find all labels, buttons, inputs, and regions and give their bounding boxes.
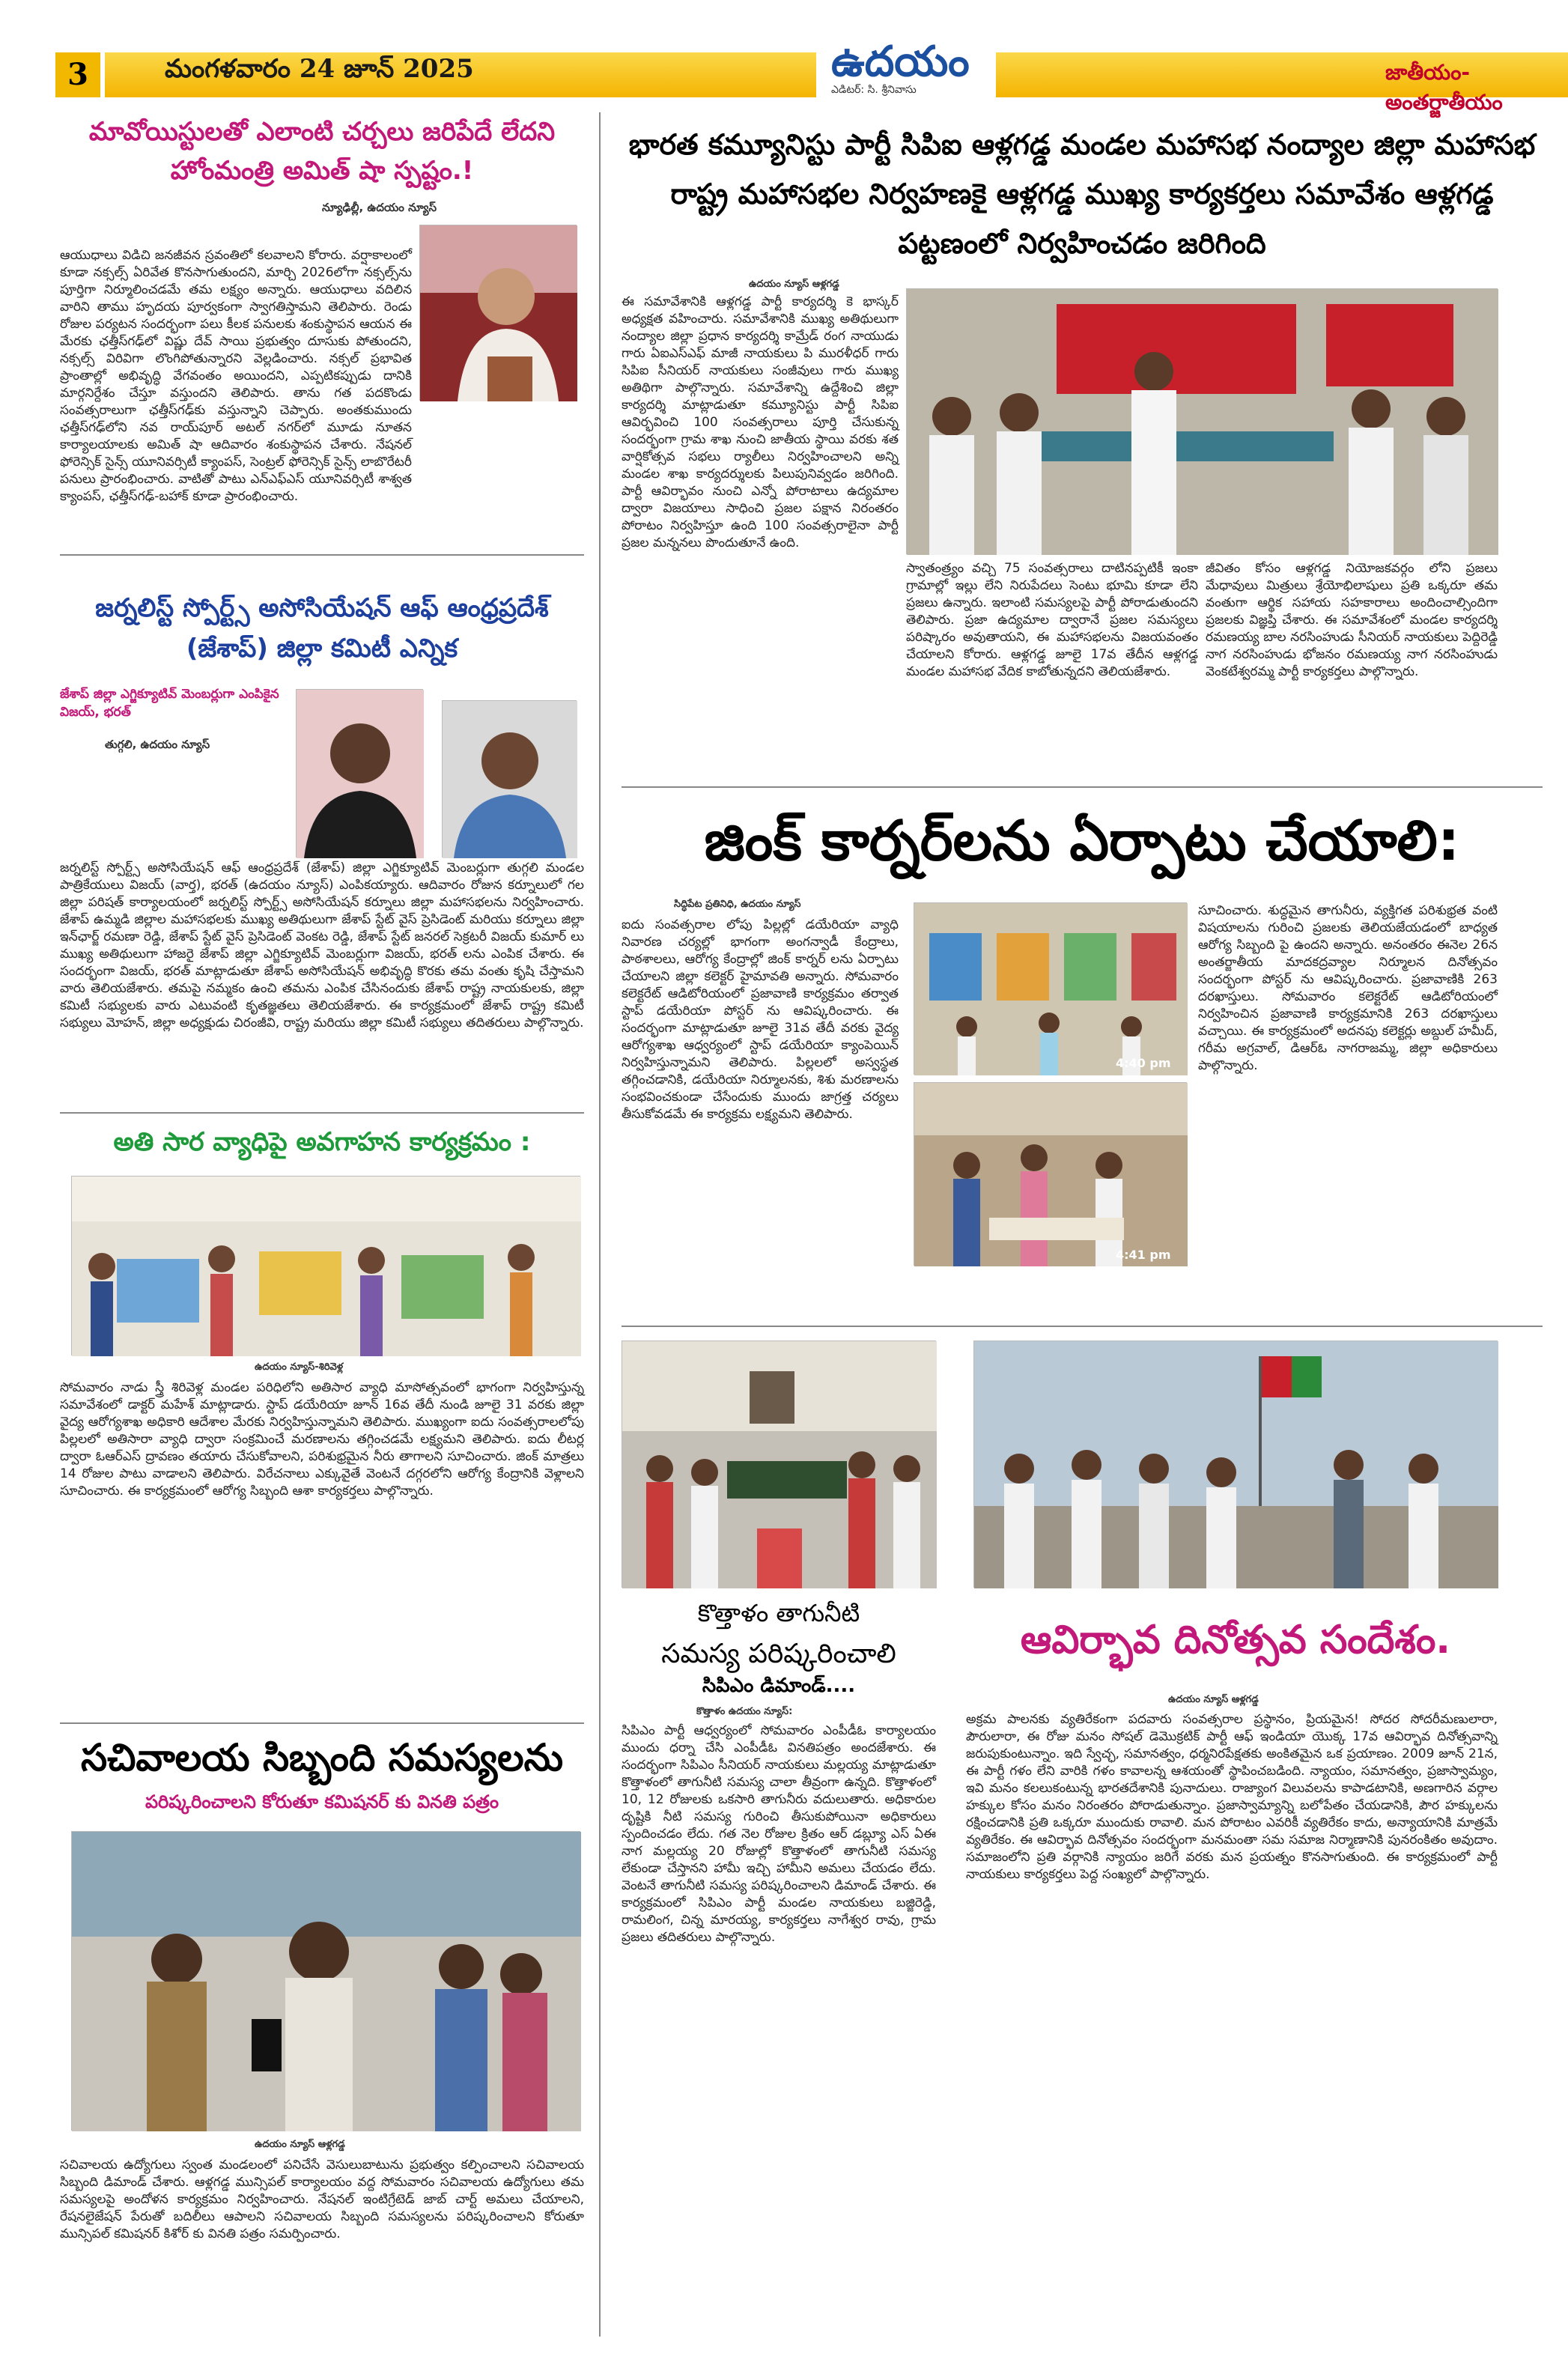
sachivalaya-byline: ఉదయం న్యూస్ ఆళ్లగడ్డ (255, 2139, 345, 2150)
kothalam-photo-image (622, 1341, 937, 1588)
zinc-byline: సిద్ధిపేట ప్రతినిధి, ఉదయం న్యూస్ (674, 899, 801, 910)
newspaper-logo[interactable] (831, 39, 988, 105)
jsap-subhead: జేశాప్ జిల్లా ఎగ్జిక్యూటివ్ మెంబర్లుగా ఎంపికైన విజయ్, భరత్ (60, 687, 279, 720)
avirbhava-photo (973, 1341, 1498, 1588)
jsap-body: జర్నలిస్ట్ స్పోర్ట్స్ అసోసియేషన్ ఆఫ్ ఆంధ్రప్రదేశ్ (జేశాప్) జిల్లా ఎగ్జిక్యూటివ్ మెంబర్లుగా తుగ్గలి మండల పాత్రికేయులు విజయ్ (వార్త), భరత్ (ఉదయం న్యూస్) ఎంపికయ్యారు. ఆదివారం రోజున కర్నూలులో గల జిల్లా పరిషత్ కార్యాలయంలో జర్నలిస్ట్ స్పోర్ట్స్ అసోసియేషన్ కర్నూలు జిల్లా మహాసభలను నిర్వహించారు. జేశాప్ ఉమ్మడి జిల్లాల మహాసభలకు ముఖ్య అతిథులుగా జేశాప్ స్టేట్ వైస్ ప్రెసిడెంట్ మరియు కర్నూలు జిల్లా ఇన్‌ఛార్జ్ రమణా రెడ్డి, జేశాప్ స్టేట్ వైస్ ప్రెసిడెంట్ వెంకట రెడ్డి, జేశాప్ స్టేట్ జనరల్ సెక్రటరీ విజయ్ కుమార్ లు ముఖ్య అతిథులుగా హాజరై జేశాప్ జిల్లా ఎగ్జిక్యూటివ్ మెంబర్లుగా విజయ్, భరత్ లను ఎంపిక చేశారు. ఈ సందర్భంగా విజయ్, భరత్ మాట్లాడుతూ జేశాప్ అసోసియేషన్ అభివృద్ధి కొరకు తమ వంతు కృషి చేస్తామని వారు తెలియజేశారు. తమపై నమ్మకం ఉంచి తమను ఎంపిక చేసినందుకు జేశాప్ రాష్ట్ర నాయకులకు, జిల్లా కమిటీ సభ్యులకు వారు ఎటువంటి కృతజ్ఞతలు తెలియజేశారు. ఈ కార్యక్రమంలో జేశాప్ రాష్ట్ర కమిటీ సభ్యులు మోహన్, జిల్లా అధ్యక్షుడు చిరంజీవి, రాష్ట్ర మరియు జిల్లా కమిటీ సభ్యులు తదితరులు పాల్గొన్నారు. (60, 860, 584, 1030)
jsap-headline: జర్నలిస్ట్ స్పోర్ట్స్ అసోసియేషన్ ఆఫ్ ఆంధ్రప్రదేశ్ (జేశాప్) జిల్లా కమిటీ ఎన్నిక (95, 593, 549, 664)
sachivalaya-photo (71, 1831, 580, 2131)
cpi-byline: ఉదయం న్యూస్ ఆళ్లగడ్డ (749, 279, 839, 290)
amit-headline: మావోయిస్టులతో ఎలాంటి చర్చలు జరిపేదే లేదని హోంమంత్రి అమిత్ షా స్పష్టం.! (88, 117, 556, 186)
zinc-photo-top-image (914, 903, 1188, 1075)
awareness-program-photo (71, 1176, 580, 1355)
cpi-body-3: జీవితం కోసం ఆళ్లగడ్డ నియోజకవర్గం లోని ప్రజలు మేధావులు మిత్రులు శ్రేయోభిలాషులు ప్రతి ఒక్కరూ తమ వంతుగా ఆర్థిక సహాయ సహకారాలు అందించాల్సిందిగా ప్రజలకు విజ్ఞప్తి చేశారు. ఈ సమావేశంలో మండల కార్యదర్శి రమణయ్య బాల నరసింహుడు సీనియర్ నాయకులు పెద్దిరెడ్డి నాగ నరసింహుడు భోజనం రమణయ్య నాగ నరసింహుడు వెంకటేశ్వరమ్మ పార్టీ కార్యకర్తలు పాల్గొన్నారు. (1206, 561, 1498, 679)
kothalam-photo (622, 1341, 936, 1588)
sachivalaya-headline: సచివాలయ సిబ్బంది సమస్యలను (80, 1736, 563, 1779)
zinc-body-2: సూచించారు. శుద్ధమైన తాగునీరు, వ్యక్తిగత పరిశుభ్రత వంటి విషయాలను గురించి ప్రజలకు తెలియజేయడంలో బాధ్యత ఆరోగ్య సిబ్బంది పై ఉందని అన్నారు. అనంతరం ఈనెల 26న అంతర్జాతీయ మాదకద్రవ్యాల నిర్మూలన దినోత్సవం సందర్భంగా పోస్టర్ ను ఆవిష్కరించారు. ప్రజావాణికి 263 దరఖాస్తులు. సోమవారం కలెక్టరేట్ ఆడిటోరియంలో నిర్వహించిన ప్రజావాణి కార్యక్రమానికి 263 దరఖాస్తులు వచ్చాయి. ఈ కార్యక్రమంలో అదనపు కలెక్టర్లు అబ్దుల్ హమీద్, గరీమ అగ్రవాల్, డిఆర్ఓ నాగరాజమ్మ, జిల్లా అధికారులు పాల్గొన్నారు. (1198, 903, 1498, 1073)
sachivalaya-subhead: పరిష్కరించాలని కోరుతూ కమిషనర్ కు వినతి పత్రం (145, 1791, 499, 1812)
kothalam-headline-3: సిపిఎం డిమాండ్.... (702, 1675, 856, 1697)
zinc-photo-top (914, 902, 1187, 1075)
divider (622, 1326, 1543, 1327)
vijay-photo (296, 689, 423, 857)
diarrhea-byline: ఉదయం న్యూస్-శిరివెళ్ల (255, 1361, 344, 1373)
bharath-photo (442, 700, 577, 857)
jsap-byline: తుగ్గలి, ఉదయం న్యూస్ (105, 738, 210, 751)
sachivalaya-body: సచివాలయ ఉద్యోగులు స్వంత మండలంలో పనిచేసే వెసులుబాటును ప్రభుత్వం కల్పించాలని సచివాలయ సిబ్బంది డిమాండ్ చేశారు. ఆళ్లగడ్డ మున్సిపల్ కార్యాలయం వద్ద సోమవారం సచివాలయ ఉద్యోగులు తమ సమస్యలపై అందోళన కార్యక్రమం నిర్వహించారు. నేషనల్ ఇంటిగ్రేటెడ్ జాబ్ చార్ట్ అమలు చేయాలని, రేషనలైజేషన్ పేరుతో బదిలీలు ఆపాలని సచివాలయ సిబ్బంది సమస్యలను పరిష్కరించాలని కోరుతూ మున్సిపల్ కమిషనర్ కిశోర్ కు వినతి పత్రం సమర్పించారు. (60, 2158, 584, 2241)
section-title: జాతీయం-అంతర్జాతీయం (1385, 60, 1503, 115)
logo-tagline: ఎడిటర్: సి. శ్రీనివాసు (831, 84, 917, 96)
photo-timestamp-2: 4:41 pm (1116, 1248, 1171, 1262)
amit-body: ఆయుధాలు విడిచి జనజీవన స్రవంతిలో కలవాలని కోరారు. వర్షాకాలంలో కూడా నక్సల్స్ ఏరివేత కొనసాగుతుందని, మార్చి 2026లోగా నక్సల్స్‌ను పూర్తిగా నిర్మూలించడమే తమ లక్ష్యం అన్నారు. ఆయుధాలు వదిలిన వారిని తాము హృదయ పూర్వకంగా స్వాగతిస్తామని తెలిపారు. రెండు రోజుల పర్యటన సందర్భంగా పలు కీలక పనులకు శంకుస్థాపన ఆయన ఈ మేరకు ఛత్తీస్‌గఢ్‌లో విష్ణు దేవ్ సాయి ప్రభుత్వం దూసుకు పోతుందని, నక్సల్స్ విరివిగా లొంగిపోతున్నారని వెల్లడించారు. నక్సల్ ప్రభావిత ప్రాంతాల్లో అభివృద్ధి వేగవంతం అయిందని, ఎప్పటికప్పుడు దానికి మార్గనిర్దేశం చేస్తూ వస్తుందని తెలిపారు. తాను గత పదకొండు సంవత్సరాలుగా ఛత్తీస్‌గఢ్‌కు వస్తున్నాని చెప్పారు. అంతకుముందు ఛత్తీస్‌గఢ్‌లోని నవ రాయ్‌పూర్ అటల్ నగర్‌లో మూడు నూతన కార్యాలయాలకు అమిత్ షా ఆదివారం శంకుస్థాపన చేశారు. నేషనల్ ఫోరెన్సిక్ సైన్స్ యూనివర్సిటీ క్యాంపస్, సెంట్రల్ ఫోరెన్సిక్ సైన్స్ లాబొరేటరీ పనులు ప్రారంభించారు. వాటితో పాటు ఎన్ఎఫ్ఎస్ యూనివర్సిటీ శాశ్వత క్యాంపస్, ఛత్తీస్‌గఢ్-బహాక్ కూడా ప్రారంభించారు. (60, 248, 412, 504)
avirbhava-headline: ఆవిర్భావ దినోత్సవ సందేశం. (1020, 1618, 1451, 1663)
avirbhava-byline: ఉదయం న్యూస్ ఆళ్లగడ్డ (1168, 1694, 1259, 1705)
bharath-photo-image (443, 701, 577, 858)
diarrhea-body: సోమవారం నాడు స్త్రీ శిరివెళ్ల మండల పరిధిలోని అతిసార వ్యాధి మాసోత్సవంలో భాగంగా నిర్వహిస్తున్న సమావేశంలో డాక్టర్ మహేశ్ మాట్లాడారు. స్టాప్ డయేరియా జూన్ 16వ తేదీ నుండి జూలై 31 వరకు జిల్లా వైద్య ఆరోగ్యశాఖ అధికారి ఆదేశాల మేరకు నిర్వహిస్తున్నామని తెలిపారు. ముఖ్యంగా ఐదు సంవత్సరాలలోపు పిల్లలలో అతిసారా వ్యాధి ద్వారా సంక్రమించే మరణాలను తగ్గించడమే లక్ష్యమని తెలిపారు. ఐదు లీటర్ల ద్వారా ఓఆర్ఎస్ ద్రావణం తయారు చేసుకోవాలని, పరిశుభ్రమైన నీరు తాగాలని సూచించారు. జింక్ మాత్రలు 14 రోజుల పాటు వాడాలని తెలిపారు. విరేచనాలు ఎక్కువైతే వెంటనే దగ్గరలోని ఆరోగ్య కేంద్రానికి వెళ్లాలని సూచించారు. ఈ కార్యక్రమంలో ఆరోగ్య సిబ్బంది ఆశా కార్యకర్తలు పాల్గొన్నారు. (60, 1380, 584, 1499)
zinc-photo-bottom-image (914, 1083, 1188, 1266)
amit-byline: న్యూఢిల్లీ, ఉదయం న్యూస్ (322, 201, 437, 214)
kothalam-headline-1: కొత్తాళం తాగునీటి (697, 1599, 860, 1627)
avirbhava-body: అక్రమ పాలనకు వ్యతిరేకంగా పదవారు సంవత్సరాల ప్రస్థానం, ప్రియమైన! సోదర సోదరీమణులారా, పౌరులారా, ఈ రోజు మనం సోషల్ డెమొక్రటిక్ పార్టీ ఆఫ్ ఇండియా యొక్క 17వ ఆవిర్భావ దినోత్సవాన్ని జరుపుకుంటున్నాం. ఇది స్వేచ్ఛ, సమానత్వం, ధర్మనిరపేక్షతకు అంకితమైన ఒక ప్రయాణం. 2009 జూన్ 21న, ఈ పార్టీ గళం లేని వారికి గళం కావాలన్న ఆశయంతో స్థాపించబడింది. న్యాయం, సమానత్వం, ప్రజాస్వామ్యం, ఇవి మనం కలలుకంటున్న భారతదేశానికి పునాదులు. రాజ్యాంగ విలువలను కాపాడటానికి, అణగారిన వర్గాల హక్కుల కోసం మనం నిరంతరం పోరాడుతున్నాం. ప్రజాస్వామ్యాన్ని బలోపేతం చేయడానికి, పౌర హక్కులను రక్షించడానికి ప్రతి ఒక్కరూ ముందుకు రావాలి. మన పోరాటం ఎవరికీ వ్యతిరేకం కాదు, అన్యాయానికి మాత్రమే వ్యతిరేకం. ఈ ఆవిర్భావ దినోత్సవం సందర్భంగా మనమంతా సమ సమాజ నిర్మాణానికి పునరంకితం అవుదాం. సమాజంలోని ప్రతి వర్గానికి న్యాయం జరిగే వరకు మన ప్రయత్నం కొనసాగుతుంది. ఈ కార్యక్రమంలో పార్టీ నాయకులు కార్యకర్తలు పెద్ద సంఖ్యలో పాల్గొన్నారు. (966, 1712, 1498, 1882)
zinc-headline: జింక్ కార్నర్‌లను ఏర్పాటు చేయాలి: (704, 809, 1460, 873)
diarrhea-headline: అతి సార వ్యాధిపై అవగాహన కార్యక్రమం : (113, 1127, 531, 1157)
divider (622, 786, 1543, 788)
jsap-body-intro (60, 779, 285, 857)
zinc-photo-bottom (914, 1082, 1187, 1266)
amit-shah-photo (419, 225, 577, 401)
amit-shah-photo-image (420, 225, 577, 401)
divider (60, 554, 584, 556)
awareness-photo-image (72, 1177, 581, 1356)
photo-timestamp-1: 4:40 pm (1116, 1056, 1171, 1070)
cpi-meeting-photo-image (907, 289, 1498, 555)
page-number: 3 (55, 52, 100, 97)
vijay-photo-image (297, 690, 424, 858)
divider (60, 1722, 584, 1724)
cpi-body-1: ఈ సమావేశానికి ఆళ్లగడ్డ పార్టీ కార్యదర్శి కె భాస్కర్ అధ్యక్షత వహించారు. సమావేశానికి ముఖ్య అతిథులుగా నంద్యాల జిల్లా ప్రధాన కార్యదర్శి కామ్రేడ్ రంగ నాయుడు గారు ఏఐఎస్ఎఫ్ మాజీ నాయకులు పి మురళీధర్ గారు సిపిఐ సీనియర్ నాయకులు సంజీవులు గారు ముఖ్య అతిథిగా పాల్గొన్నారు. సమావేశాన్ని ఉద్దేశించి జిల్లా కార్యదర్శి మాట్లాడుతూ కమ్యూనిస్టు పార్టీ సిపిఐ ఆవిర్భవించి 100 సంవత్సరాలు పూర్తి చేసుకున్న సందర్భంగా గ్రామ శాఖ నుంచి జాతీయ స్థాయి వరకు శత వార్షికోత్సవ సభలు ర్యాలీలు నిర్వహించాలని అన్ని మండల శాఖ కార్యదర్శులకు పిలుపునివ్వడం జరిగింది. పార్టీ ఆవిర్భావం నుంచి ఎన్నో పోరాటాలు ఉద్యమాల ద్వారా విజయాలు సాధించి ప్రజల పక్షాన నిరంతరం పోరాటం నిర్వహిస్తూ ఉంది 100 సంవత్సరాలైనా పార్టీ ప్రజల మన్ననలు పొందుతూనే ఉంది. (622, 294, 899, 550)
cpi-body-2: స్వాతంత్ర్యం వచ్చి 75 సంవత్సరాలు దాటినప్పటికీ ఇంకా గ్రామాల్లో ఇల్లు లేని నిరుపేదలు సెంటు భూమి కూడా లేని ప్రజలు ఉన్నారు. ఇలాంటి సమస్యలపై పార్టీ పోరాడుతుందని తెలిపారు. ప్రజా ఉద్యమాల ద్వారానే ప్రజల సమస్యలు పరిష్కారం అవుతాయని, ఈ మహాసభలను విజయవంతం చేయాలని కోరారు. ఆళ్లగడ్డ జూలై 17వ తేదీన ఆళ్లగడ్డ మండల మహాసభ వేదిక కాబోతున్నదని తెలియజేశారు. (906, 561, 1198, 679)
issue-date: మంగళవారం 24 జూన్ 2025 (165, 54, 474, 84)
sachivalaya-photo-image (72, 1832, 581, 2131)
zinc-body-1: ఐదు సంవత్సరాల లోపు పిల్లల్లో డయేరియా వ్యాధి నివారణ చర్యల్లో భాగంగా అంగన్వాడీ కేంద్రాలు, పాఠశాలలు, ఆరోగ్య కేంద్రాల్లో జింక్ కార్నర్ లను ఏర్పాటు చేయాలని జిల్లా కలెక్టర్ హైమావతి అన్నారు. సోమవారం కలెక్టరేట్ ఆడిటోరియంలో ప్రజావాణి కార్యక్రమం తర్వాత స్టాప్ డయేరియా పోస్టర్ ను ఆవిష్కరించారు. ఈ సందర్భంగా మాట్లాడుతూ జూలై 31వ తేదీ వరకు వైద్య ఆరోగ్యశాఖ ఆధ్వర్యంలో స్టాప్ డయేరియా క్యాంపెయిన్ నిర్వహిస్తున్నామని తెలిపారు. పిల్లలలో అస్వస్థత తగ్గించడానికి, డయేరియా నిర్మూలనకు, శిశు మరణాలను సంభవించకుండా చేసేందుకు ముందు జాగ్రత్త చర్యలు తీసుకోవడమే ఈ కార్యక్రమ లక్ష్యమని తెలిపారు. (622, 917, 899, 1122)
kothalam-headline-2: సమస్య పరిష్కరించాలి (661, 1639, 896, 1669)
kothalam-body: సిపిఎం పార్టీ ఆధ్వర్యంలో సోమవారం ఎంపీడీఓ కార్యాలయం ముందు ధర్నా చేసి ఎంపీడీఓ వినతిపత్రం అందజేశారు. ఈ సందర్భంగా సిపిఎం సీనియర్ నాయకులు మల్లయ్య మాట్లాడుతూ కొత్తాళంలో తాగునీటి సమస్య చాలా తీవ్రంగా ఉన్నది. కొత్తాళంలో 10, 12 రోజులకు ఒకసారి తాగునీరు వదులుతారు. అధికారుల దృష్టికి నీటి సమస్య గురించి తీసుకుపోయినా అధికారులు స్పందించడం లేదు. గత నెల రోజుల క్రితం ఆర్ డబ్ల్యూ ఎస్ ఏఈ నాగ మల్లయ్య 20 రోజుల్లో కొత్తాళంలో తాగునీటి సమస్య లేకుండా చేస్తానని హామీ ఇచ్చి హామీని అమలు చేయడం లేదు. వెంటనే తాగునీటి సమస్య పరిష్కరించాలని డిమాండ్ చేశారు. ఈ కార్యక్రమంలో సిపిఎం పార్టీ మండల నాయకులు బజ్జిరెడ్డి, రామలింగ, చిన్న మారయ్య, కార్యకర్తలు నాగేశ్వర రావు, గ్రామ ప్రజలు తదితరులు పాల్గొన్నారు. (622, 1723, 936, 1945)
column-rule (599, 112, 601, 2337)
cpi-headline: భారత కమ్యూనిస్టు పార్టీ సిపిఐ ఆళ్లగడ్డ మండల మహాసభ నంద్యాల జిల్లా మహాసభ రాష్ట్ర మహాసభల నిర్వహణకై ఆళ్లగడ్డ ముఖ్య కార్యకర్తలు సమావేశం ఆళ్లగడ్డ పట్టణంలో నిర్వహించడం జరిగింది (628, 128, 1536, 260)
logo-text: ఉదయం (831, 37, 970, 86)
avirbhava-photo-image (974, 1341, 1498, 1588)
zinc-body-3 (914, 1273, 1187, 1314)
cpi-meeting-photo (906, 288, 1498, 554)
divider (60, 1112, 584, 1114)
kothalam-byline: కొత్తాళం ఉదయం న్యూస్: (696, 1706, 793, 1717)
